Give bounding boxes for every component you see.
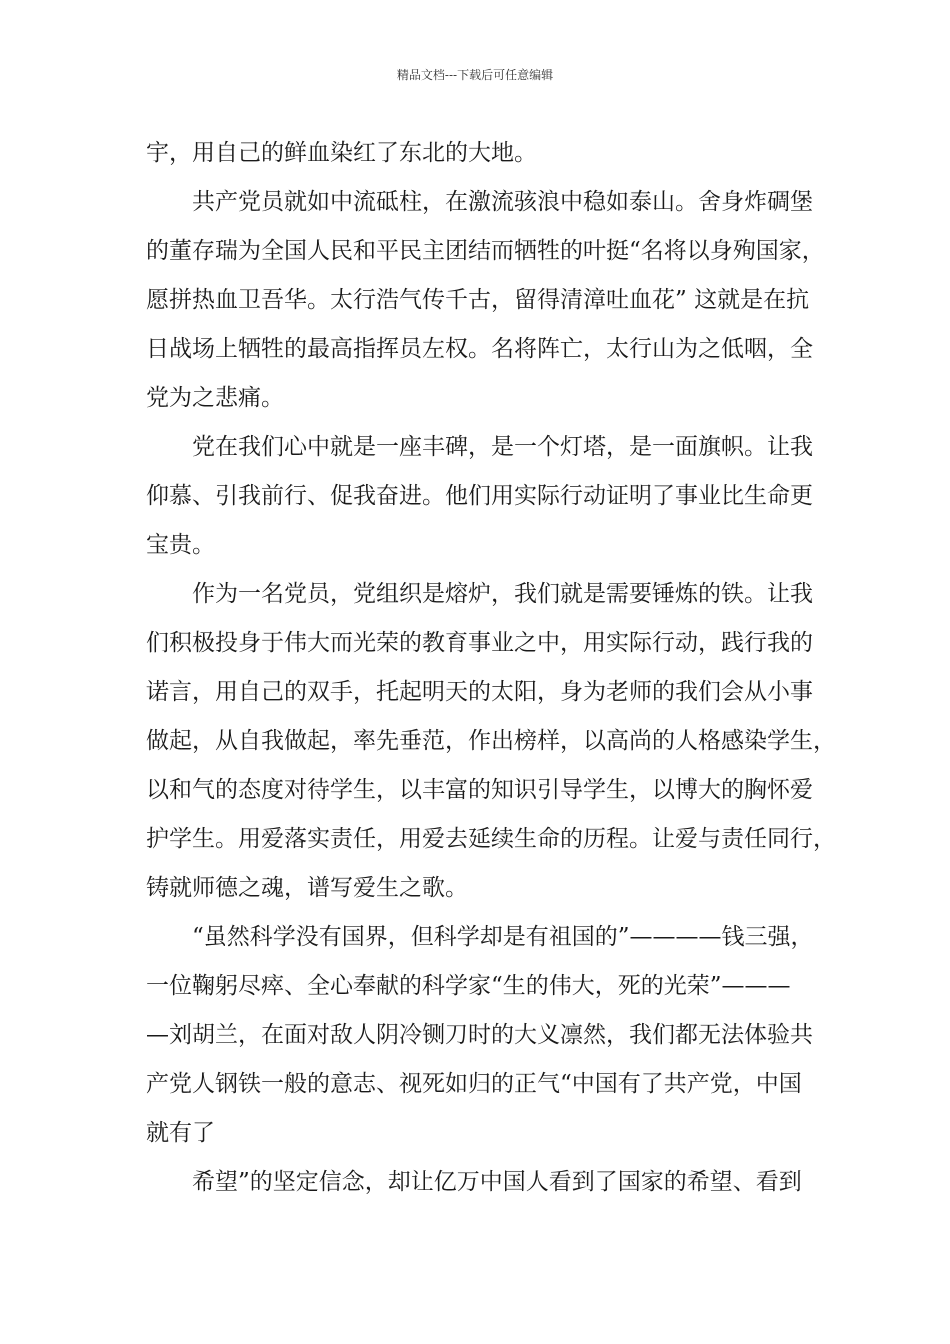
text-line: 做起，从自我做起，率先垂范，作出榜样，以高尚的人格感染学生， (146, 728, 836, 754)
text-line: 的董存瑞为全国人民和平民主团结而牺牲的叶挺“名将以身殉国家， (146, 238, 825, 264)
paragraph-4 (146, 570, 836, 913)
text-line: 护学生。用爱落实责任，用爱去延续生命的历程。让爱与责任同行， (146, 826, 836, 852)
paragraph-5 (146, 913, 836, 1158)
text-line: 宇，用自己的鲜血染红了东北的大地。 (146, 140, 537, 166)
text-line: 宝贵。 (146, 532, 215, 558)
text-line: 一位鞠躬尽瘁、全心奉献的科学家“生的伟大，死的光荣”——— (146, 973, 791, 999)
text-line: 日战场上牺牲的最高指挥员左权。名将阵亡，太行山为之低咽，全 (146, 336, 813, 362)
text-line: “虽然科学没有国界，但科学却是有祖国的”————钱三强， (146, 924, 814, 950)
text-line: 诺言，用自己的双手，托起明天的太阳，身为老师的我们会从小事 (146, 679, 813, 705)
text-line: 就有了 (146, 1120, 215, 1146)
text-line: 共产党员就如中流砥柱，在激流骇浪中稳如泰山。舍身炸碉堡 (146, 189, 813, 215)
text-line: 党在我们心中就是一座丰碑，是一个灯塔，是一面旗帜。让我 (146, 434, 813, 460)
paragraph-6 (146, 1158, 836, 1207)
text-line: 们积极投身于伟大而光荣的教育事业之中，用实际行动，践行我的 (146, 630, 813, 656)
paragraph-3 (146, 423, 836, 570)
paragraph-2 (146, 178, 836, 423)
text-line: 希望”的坚定信念，却让亿万中国人看到了国家的希望、看到 (146, 1169, 802, 1195)
text-line: 愿拼热血卫吾华。太行浩气传千古，留得清漳吐血花” 这就是在抗 (146, 287, 810, 313)
text-line: 作为一名党员，党组织是熔炉，我们就是需要锤炼的铁。让我 (146, 581, 813, 607)
page-header: 精品文档---下载后可任意编辑 (396, 68, 554, 82)
text-line: 党为之悲痛。 (146, 385, 284, 411)
document-body (146, 129, 836, 1207)
text-line: 产党人钢铁一般的意志、视死如归的正气“中国有了共产党，中国 (146, 1071, 802, 1097)
paragraph-1 (146, 129, 836, 178)
text-line: 铸就师德之魂，谱写爱生之歌。 (146, 875, 468, 901)
text-line: —刘胡兰，在面对敌人阴冷铡刀时的大义凛然，我们都无法体验共 (146, 1022, 813, 1048)
text-line: 以和气的态度对待学生，以丰富的知识引导学生，以博大的胸怀爱 (146, 777, 813, 803)
text-line: 仰慕、引我前行、促我奋进。他们用实际行动证明了事业比生命更 (146, 483, 813, 509)
